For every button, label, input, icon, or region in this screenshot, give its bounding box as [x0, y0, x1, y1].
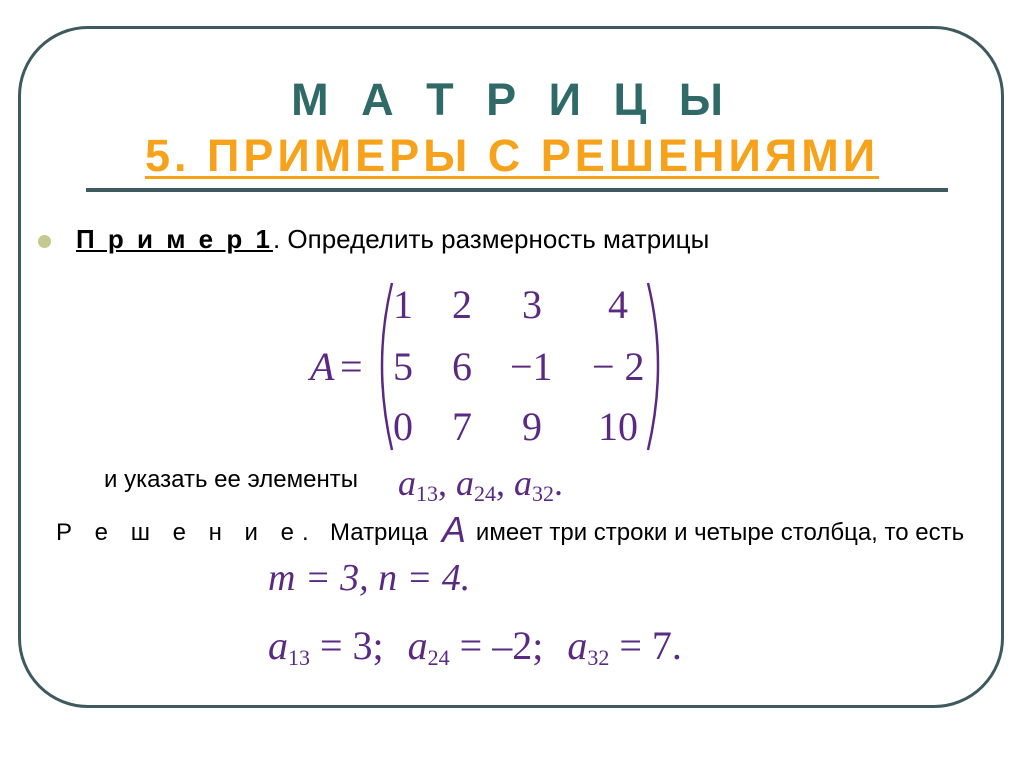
matrix-cell: − 2 [592, 344, 645, 389]
results-formula: $a_{13} = 3$; $a_{24} = -2$; $a_{32} = 7$. [268, 623, 682, 670]
matrix-cell: 2 [452, 282, 472, 327]
title-divider [86, 188, 948, 192]
slide-title: М А Т Р И Ц Ы [291, 74, 733, 125]
elements-text: и указать ее элементы [104, 466, 358, 493]
example-label: П р и м е р 1 [76, 224, 273, 254]
example-text: . Определить размерность матрицы [272, 224, 710, 254]
solution-before: Матрица [329, 519, 428, 546]
matrix-cell: 0 [393, 404, 413, 449]
elements-formula: $a_{13}$, $a_{24}$, $a_{32}$. [398, 463, 563, 506]
matrix-cell: 5 [393, 344, 413, 389]
dimensions-formula: m = 3, n = 4. [268, 557, 471, 599]
bullet-icon [38, 235, 51, 248]
matrix-cell: 1 [393, 282, 413, 327]
slide-frame [18, 26, 1004, 708]
matrix-cell: 10 [598, 404, 638, 449]
slide-subtitle-text: 5. ПРИМЕРЫ С РЕШЕНИЯМИ [144, 130, 880, 181]
solution-text [56, 509, 996, 551]
matrix-cell: 7 [452, 404, 472, 449]
example-statement [76, 224, 709, 255]
matrix-cell: 4 [608, 282, 628, 327]
matrix-cell: 3 [522, 282, 542, 327]
slide-subtitle [0, 130, 1024, 182]
matrix-cell: 9 [522, 404, 542, 449]
matrix-symbol: A [441, 509, 466, 550]
solution-label: Р е ш е н и е. [56, 519, 317, 546]
matrix-equals: = [340, 344, 363, 389]
matrix-cell: 6 [452, 344, 472, 389]
solution-after: имеет три строки и четыре столбца, то есть [475, 519, 965, 546]
matrix-name: A [310, 344, 335, 389]
matrix-cell: −1 [510, 344, 553, 389]
